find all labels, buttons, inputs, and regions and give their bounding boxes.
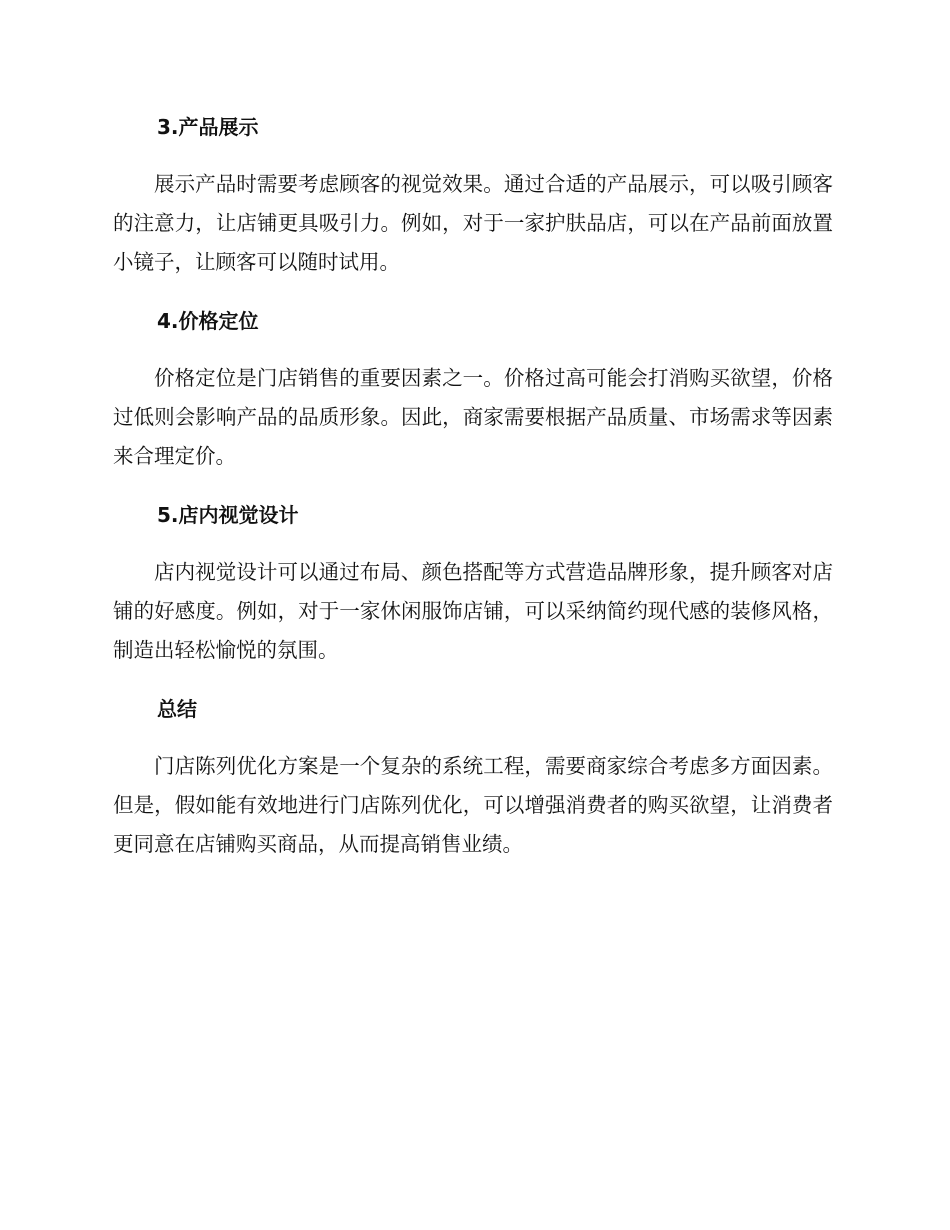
section-paragraph: 门店陈列优化方案是一个复杂的系统工程，需要商家综合考虑多方面因素。但是，假如能有效地进行门店陈列优化，可以增强消费者的购买欲望，让消费者更同意在店铺购买商品，从而提高销售业绩。 — [113, 754, 833, 856]
section-paragraph: 价格定位是门店销售的重要因素之一。价格过高可能会打消购买欲望，价格过低则会影响产品的品质形象。因此，商家需要根据产品质量、市场需求等因素来合理定价。 — [113, 366, 833, 468]
section-product-display — [113, 112, 833, 282]
section-visual-design — [113, 500, 833, 670]
section-price-positioning — [113, 306, 833, 476]
section-heading: 5.店内视觉设计 — [157, 503, 299, 527]
section-heading: 4.价格定位 — [157, 309, 259, 333]
document-content — [113, 112, 833, 888]
section-heading: 3.产品展示 — [157, 115, 259, 139]
section-paragraph: 展示产品时需要考虑顾客的视觉效果。通过合适的产品展示，可以吸引顾客的注意力，让店铺更具吸引力。例如，对于一家护肤品店，可以在产品前面放置小镜子，让顾客可以随时试用。 — [113, 172, 833, 274]
section-heading: 总结 — [157, 697, 197, 721]
section-summary — [113, 694, 833, 864]
section-paragraph: 店内视觉设计可以通过布局、颜色搭配等方式营造品牌形象，提升顾客对店铺的好感度。例如，对于一家休闲服饰店铺，可以采纳简约现代感的装修风格，制造出轻松愉悦的氛围。 — [113, 560, 833, 662]
